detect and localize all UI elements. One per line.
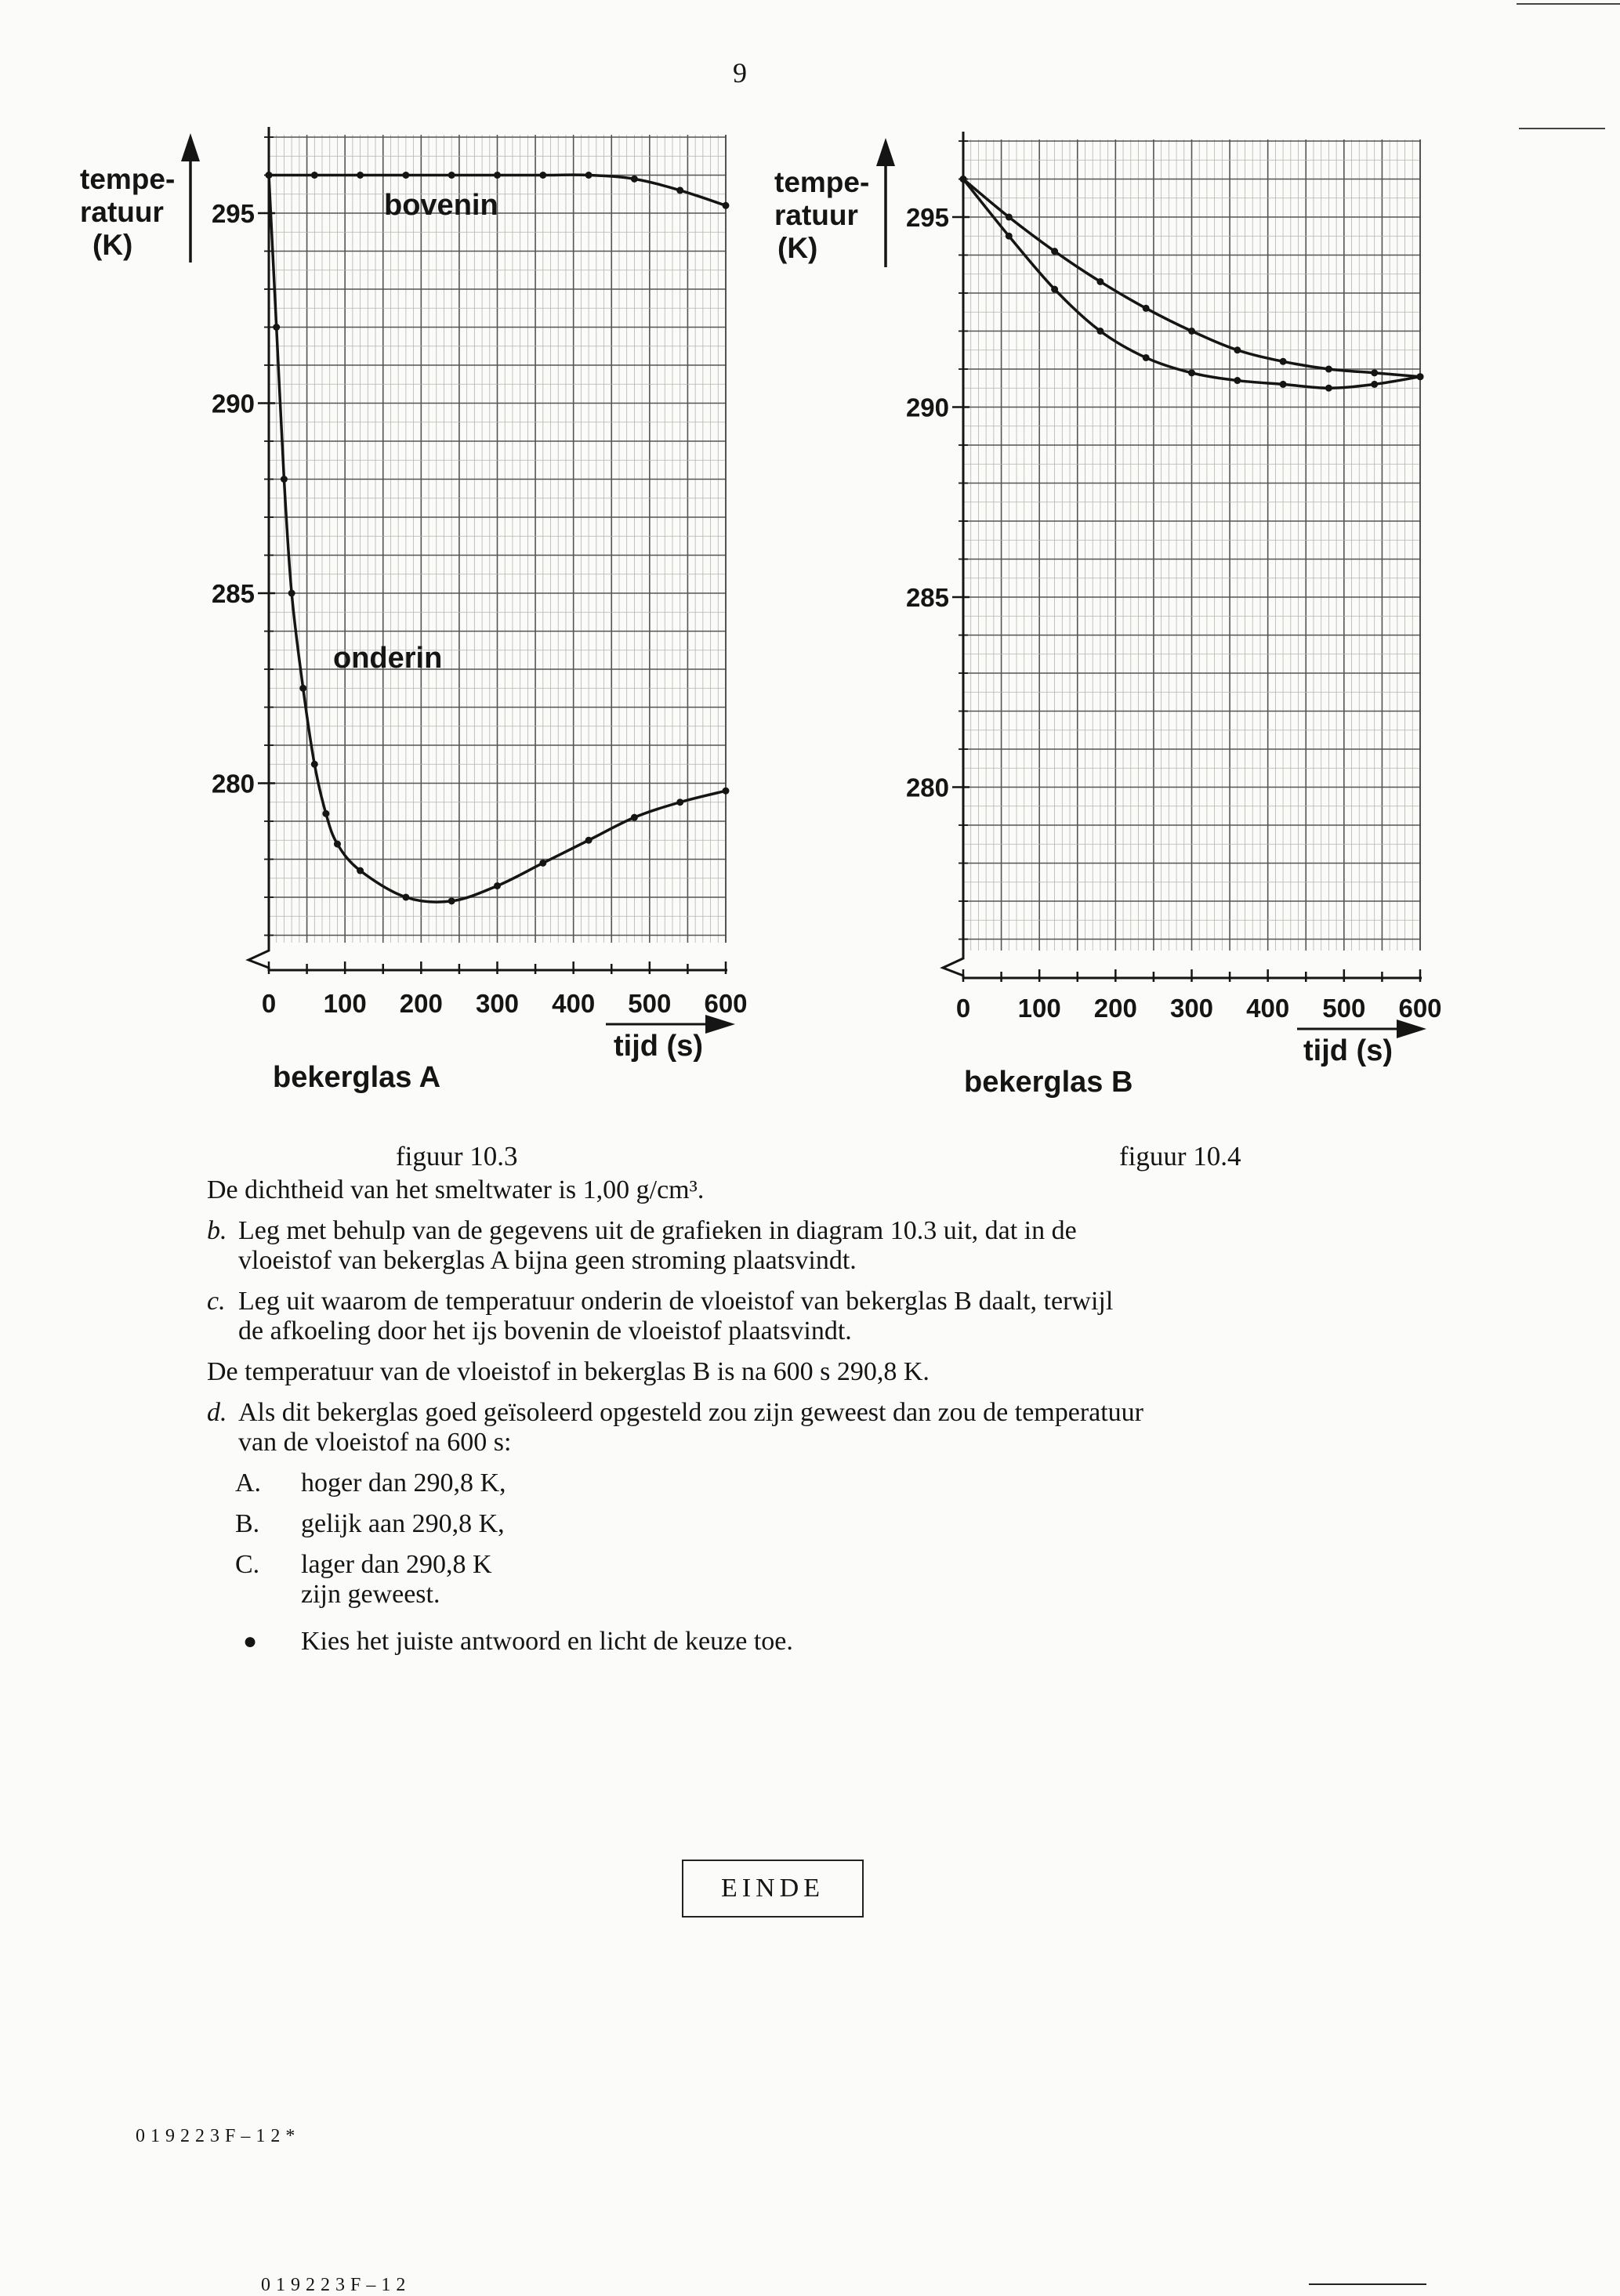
chart-b-y-label-line1: tempe- (774, 166, 870, 198)
y-tick-label: 280 (905, 773, 949, 802)
y-tick-label: 290 (905, 393, 949, 422)
data-point (494, 172, 501, 179)
y-tick-label: 295 (905, 203, 949, 232)
y-tick-label: 285 (905, 583, 949, 612)
arrow-up-icon (181, 133, 200, 161)
chart-b-caption: figuur 10.4 (1119, 1141, 1241, 1172)
y-tick-label: 285 (211, 579, 255, 608)
chart-a-x-label: tijd (s) (614, 1030, 703, 1063)
question-b (207, 1216, 1430, 1276)
data-point (631, 814, 638, 821)
data-point (357, 867, 364, 875)
data-point (1371, 381, 1378, 388)
x-tick-label: 400 (1246, 994, 1290, 1023)
data-point (281, 476, 288, 483)
question-d-line1: Als dit bekerglas goed geïsoleerd opgesteld zou zijn geweest dan zou de temperatuur (238, 1398, 1144, 1427)
data-point (676, 187, 683, 194)
data-point (311, 172, 318, 179)
data-point (1280, 381, 1287, 388)
data-point (448, 172, 455, 179)
question-b-line1: Leg met behulp van de gegevens uit de grafieken in diagram 10.3 uit, dat in de (238, 1216, 1077, 1245)
x-tick-label: 300 (475, 989, 520, 1018)
data-point (311, 761, 318, 768)
data-point (1325, 385, 1332, 392)
data-point (1096, 278, 1104, 285)
data-point (585, 172, 593, 179)
data-point (1051, 248, 1058, 255)
data-point (960, 176, 967, 183)
chart-b-y-label-line3: (K) (777, 232, 818, 264)
density-line: De dichtheid van het smeltwater is 1,00 g/cm³. (207, 1175, 705, 1204)
x-tick-label: 100 (1017, 994, 1061, 1023)
data-point (723, 788, 730, 795)
data-point (539, 860, 546, 867)
data-point (1051, 286, 1058, 293)
bottom-arrow-line (1309, 2283, 1426, 2285)
axis-break-symbol (943, 952, 963, 979)
data-point (334, 841, 341, 848)
instruction (235, 1627, 1430, 1657)
x-tick-label: 0 (955, 994, 971, 1023)
data-point (1280, 358, 1287, 365)
option-c-text-continued: zijn geweest. (301, 1580, 440, 1609)
axis-break-symbol (248, 944, 269, 971)
data-point (1188, 369, 1195, 376)
data-point (676, 799, 683, 806)
chart-b-grid (963, 139, 1420, 951)
question-b-label: b. (207, 1216, 227, 1245)
x-tick-label: 200 (399, 989, 443, 1018)
chart-a-y-label-line1: tempe- (80, 163, 176, 195)
x-tick-label: 600 (1398, 994, 1442, 1023)
data-point (299, 685, 306, 692)
data-point (1143, 305, 1150, 312)
data-point (1143, 354, 1150, 361)
data-point (1188, 328, 1195, 335)
option-c (235, 1550, 1430, 1610)
data-point (273, 324, 280, 331)
data-point (585, 837, 593, 844)
data-point (266, 172, 273, 179)
option-b (235, 1509, 1430, 1539)
data-point (1417, 373, 1424, 380)
y-tick-label: 280 (211, 769, 255, 799)
chart-b-x-label: tijd (s) (1303, 1034, 1393, 1067)
question-c (207, 1287, 1430, 1346)
question-d-label: d. (207, 1398, 227, 1427)
x-tick-label: 0 (261, 989, 277, 1018)
y-tick-label: 290 (211, 389, 255, 418)
option-a-label: A. (235, 1468, 262, 1497)
x-tick-label: 500 (628, 989, 672, 1018)
data-point (357, 172, 364, 179)
question-text (207, 1175, 1430, 1657)
end-label: EINDE (682, 1860, 864, 1918)
chart-a-y-label-line2: ratuur (80, 196, 164, 228)
x-tick-label: 100 (323, 989, 367, 1018)
bullet-icon: ● (243, 1628, 258, 1654)
data-point (1096, 328, 1104, 335)
chart-a-caption: figuur 10.3 (396, 1141, 518, 1172)
x-tick-label: 600 (704, 989, 748, 1018)
chart-a-grid (269, 135, 726, 943)
data-point (1325, 366, 1332, 373)
chart-b-beaker-label: bekerglas B (964, 1066, 1133, 1099)
data-point (494, 882, 501, 889)
data-point (288, 590, 295, 597)
question-c-line2: de afkoeling door het ijs bovenin de vloeistof plaatsvindt. (238, 1316, 852, 1345)
data-point (1371, 369, 1378, 376)
data-point (1006, 214, 1013, 221)
x-tick-label: 300 (1169, 994, 1214, 1023)
question-d (207, 1398, 1430, 1458)
option-c-text: lager dan 290,8 K (301, 1550, 492, 1579)
arrow-up-icon (876, 138, 895, 166)
document-code-bottom: 019223F–12 (261, 2275, 411, 2295)
data-point (448, 897, 455, 904)
x-tick-label: 500 (1322, 994, 1366, 1023)
data-point (539, 172, 546, 179)
question-d-line2: van de vloeistof na 600 s: (238, 1428, 512, 1457)
option-b-text: gelijk aan 290,8 K, (301, 1509, 505, 1538)
page-number: 9 (733, 57, 747, 89)
question-c-line1: Leg uit waarom de temperatuur onderin de vloeistof van bekerglas B daalt, terwijl (238, 1287, 1114, 1316)
y-tick-label: 295 (211, 199, 255, 228)
chart-b (876, 132, 1442, 1038)
question-c-label: c. (207, 1287, 226, 1316)
data-point (723, 202, 730, 209)
x-tick-label: 200 (1093, 994, 1137, 1023)
x-tick-label: 400 (552, 989, 596, 1018)
data-point (1234, 377, 1241, 384)
question-b-line2: vloeistof van bekerglas A bijna geen stroming plaatsvindt. (238, 1246, 857, 1275)
data-point (1006, 233, 1013, 240)
instruction-text: Kies het juiste antwoord en licht de keuze toe. (301, 1627, 793, 1656)
document-code: 019223F–12* (136, 2126, 301, 2146)
chart-a-label-bovenin: bovenin (384, 189, 498, 222)
data-point (402, 894, 409, 901)
option-a (235, 1468, 1430, 1498)
chart-a-label-onderin: onderin (333, 642, 443, 675)
answer-options (235, 1468, 1430, 1657)
chart-b-y-label-line2: ratuur (774, 199, 858, 231)
option-a-text: hoger dan 290,8 K, (301, 1468, 506, 1497)
data-point (322, 810, 329, 817)
data-point (631, 176, 638, 183)
option-c-label: C. (235, 1550, 260, 1579)
charts-canvas (0, 0, 1620, 1097)
data-point (402, 172, 409, 179)
option-b-label: B. (235, 1509, 260, 1538)
chart-a-beaker-label: bekerglas A (273, 1061, 441, 1094)
data-point (1234, 346, 1241, 353)
chart-a (181, 127, 748, 1034)
chart-a-y-label-line3: (K) (92, 229, 133, 261)
statement-line: De temperatuur van de vloeistof in bekerglas B is na 600 s 290,8 K. (207, 1357, 930, 1386)
